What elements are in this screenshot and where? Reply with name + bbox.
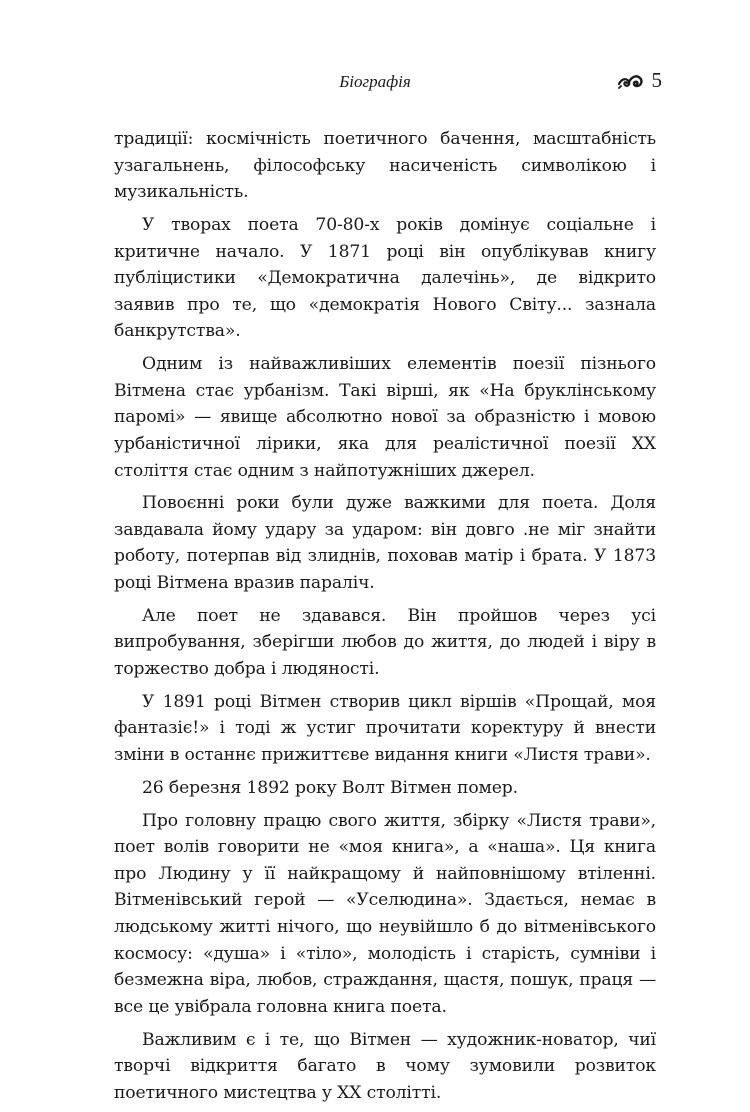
running-header-title: Біографія xyxy=(339,72,411,91)
page-number: 5 xyxy=(651,68,662,92)
paragraph: Важливим є і те, що Вітмен — художник-новатор, чиї творчі відкриття багато в чому зумовили розвиток поетичного мистецтва у ХХ столітті. xyxy=(114,1029,656,1103)
paragraph: Але поет не здавався. Він пройшов через усі випробування, зберігши любов до життя, до людей і віру в торжество добра і людяності. xyxy=(114,605,656,680)
fleuron-ornament-icon xyxy=(618,72,644,90)
paragraph: 26 березня 1892 року Волт Вітмен помер. xyxy=(142,777,518,798)
paragraph-continuation: традиції: космічність поетичного бачення, масштабність узагальнень, філософську насиченість символікою і музикальність. xyxy=(114,129,656,203)
paragraph: Одним із найважливіших елементів поезії пізнього Вітмена стає урбанізм. Такі вірші, як «На бруклінському паромі» — явище абсолютно нової за образністю і мовою урбаністичної лірики, яка для реалістичної поезії ХХ століття стає одним з найпотужніших джерел. xyxy=(114,354,656,481)
paragraph: Про головну працю свого життя, збірку «Листя трави», поет волів говорити не «моя книга», а «наша». Ця книга про Людину у її найкращому й найповнішому втіленні. Вітменівський герой — «Уселюдина». Здається, немає в людському житті нічого, що неувійшло б до вітменівського космосу: «душа» і «тіло», молодість і старість, сумніви і безмежна віра, любов, страждання, щастя, пошук, праця — все це увібрала головна книга поета. xyxy=(114,810,656,1017)
running-header xyxy=(0,68,750,98)
body-text xyxy=(114,126,656,1112)
header-right-group xyxy=(618,68,663,93)
paragraph: Повоєнні роки були дуже важкими для поета. Доля завдавала йому удару за ударом: він довго .не міг знайти роботу, потерпав від злиднів, поховав матір і брата. У 1873 році Вітмена вразив параліч. xyxy=(114,493,656,594)
paragraph: У творах поета 70-80-х років домінує соціальне і критичне начало. У 1871 році він опублікував книгу публіцистики «Демократична далечінь», де відкрито заявив про те, що «демократія Нового Світу... зазнала банкрутства». xyxy=(114,214,656,342)
paragraph: У 1891 році Вітмен створив цикл віршів «Прощай, моя фантазіє!» і тоді ж устиг прочитати коректуру й внести зміни в останнє прижиттєве видання книги «Листя трави». xyxy=(114,691,656,765)
